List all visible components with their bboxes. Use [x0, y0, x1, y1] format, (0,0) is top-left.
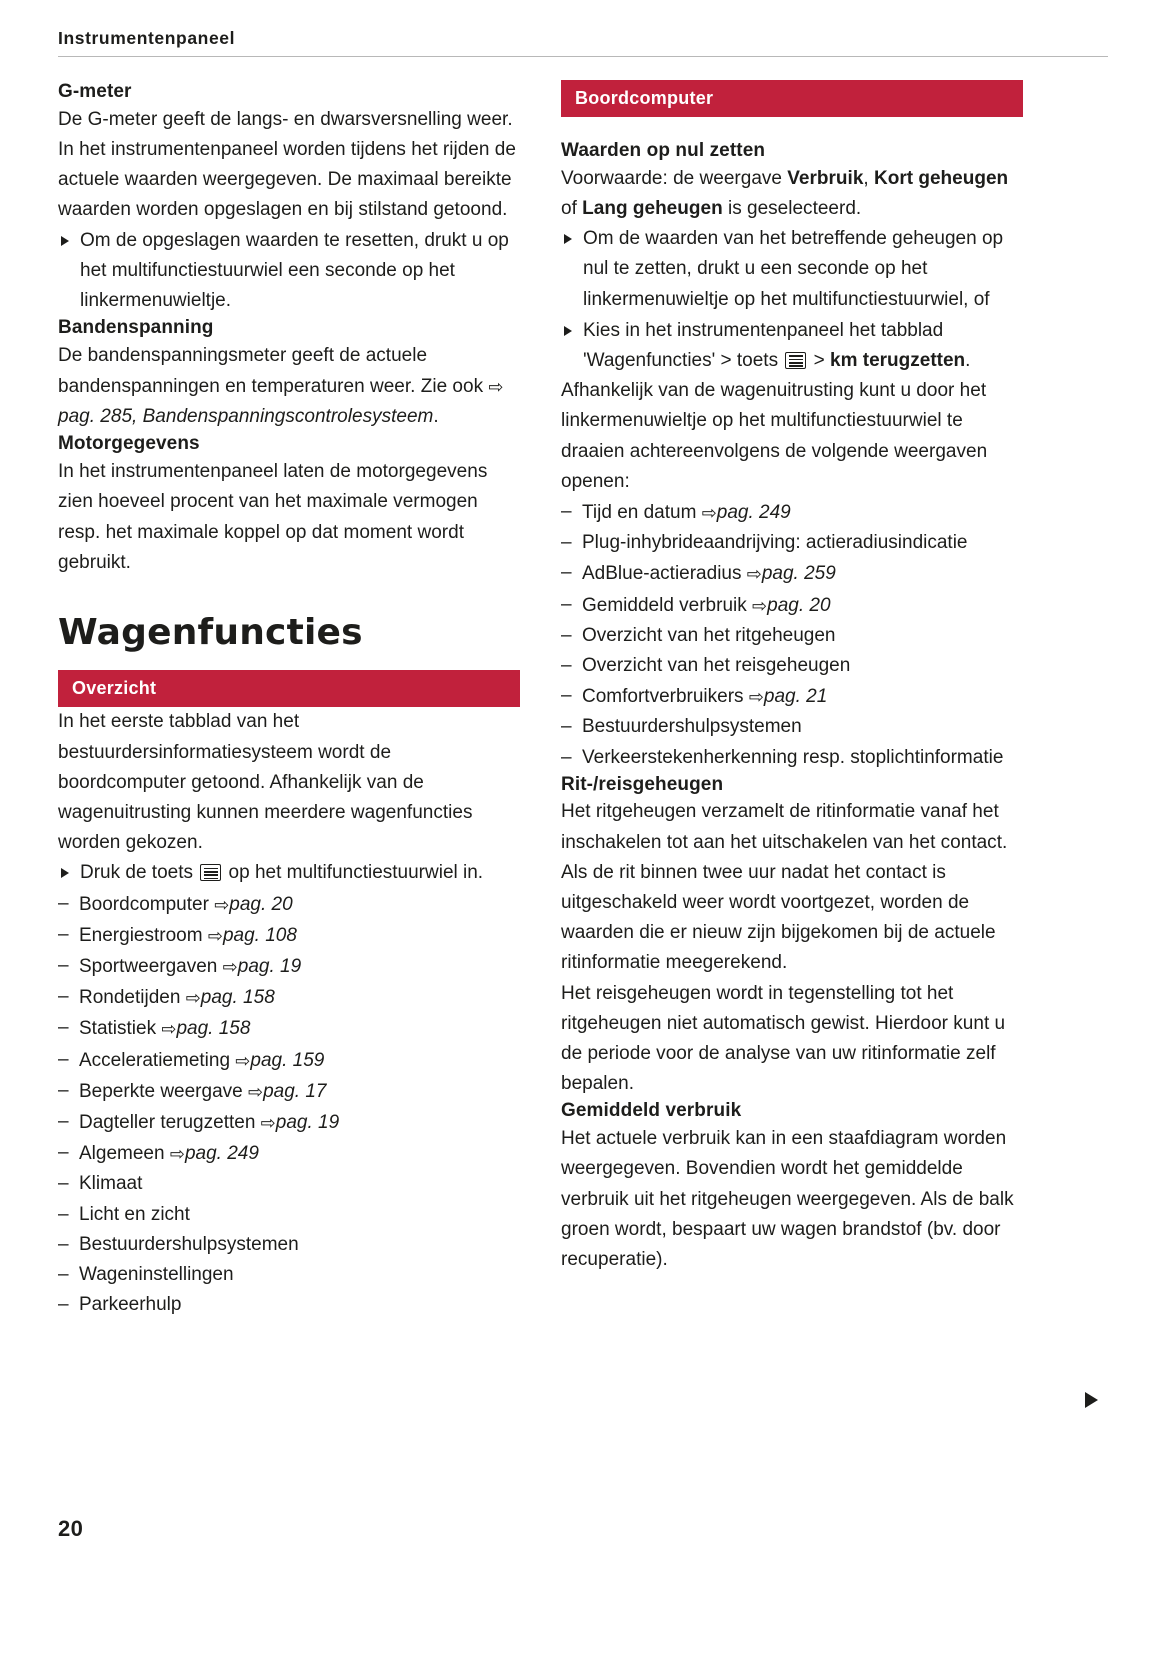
cross-reference-link[interactable]: pag. 249: [184, 1143, 259, 1165]
cross-reference-link[interactable]: pag. 158: [200, 987, 275, 1009]
paragraph-gemiddeld-verbruik: Het actuele verbruik kan in een staafdiagram worden weergegeven. Bovendien wordt het gemiddelde verbruik uit het ritgeheugen weergegeven. Als de balk groen wordt, bespaart uw wagen brandstof (bv. door recuperatie).: [561, 1128, 1014, 1270]
left-column: [58, 80, 520, 1320]
list-item-label: Gemiddeld verbruik: [582, 594, 753, 616]
list-item-label: Algemeen: [79, 1143, 170, 1165]
running-header: [58, 28, 1108, 57]
xref-arrow-icon: ⇨: [207, 925, 223, 946]
section-bar-boordcomputer: Boordcomputer: [561, 80, 1023, 117]
paragraph-text-before-xref: De bandenspanningsmeter geeft de actuele bandenspanningen en temperaturen weer. Zie ook: [58, 344, 489, 397]
dash-bullet-icon: –: [561, 685, 572, 707]
xref-arrow-icon: ⇨: [746, 564, 762, 585]
text-run: Voorwaarde: de weergave: [561, 167, 788, 189]
list-item: [58, 1230, 520, 1260]
cross-reference-link[interactable]: pag. 158: [176, 1018, 251, 1040]
text-run: of: [561, 197, 583, 219]
list-item-label: Verkeerstekenherkenning resp. stoplichtinformatie: [582, 746, 1004, 768]
triangle-bullet-icon: [61, 236, 69, 246]
xref-arrow-icon: ⇨: [701, 502, 717, 523]
list-item: [58, 1290, 520, 1320]
cross-reference-link[interactable]: pag. 259: [761, 563, 836, 585]
xref-arrow-icon: ⇨: [235, 1050, 251, 1071]
overzicht-dash-list: [58, 889, 520, 1321]
list-item-label: Om de opgeslagen waarden te resetten, drukt u op het multifunctiestuurwiel een seconde op het linkermenuwieltje.: [80, 229, 509, 311]
list-item: [58, 951, 520, 982]
spacer: [58, 653, 520, 670]
xref-arrow-icon: ⇨: [169, 1144, 185, 1165]
dash-bullet-icon: –: [58, 1173, 69, 1195]
list-item-label: Wageninstellingen: [79, 1263, 234, 1285]
emphasis-text: Lang geheugen: [582, 197, 723, 219]
dash-bullet-icon: –: [58, 1048, 69, 1070]
text-run: .: [965, 349, 971, 371]
cross-reference-link[interactable]: pag. 285, Bandenspanningscontrolesysteem: [58, 406, 434, 428]
xref-arrow-icon: ⇨: [260, 1112, 276, 1133]
cross-reference-link[interactable]: pag. 19: [275, 1111, 340, 1133]
dash-bullet-icon: –: [561, 500, 572, 522]
dash-bullet-icon: –: [58, 1263, 69, 1285]
cross-reference-link[interactable]: pag. 108: [222, 924, 297, 946]
heading-rit-reisgeheugen: Rit-/reisgeheugen: [561, 773, 724, 795]
dash-bullet-icon: –: [58, 1233, 69, 1255]
heading-motorgegevens: Motorgegevens: [58, 433, 200, 455]
list-item-label: Energiestroom: [79, 924, 208, 946]
list-item-label: Rondetijden: [79, 987, 186, 1009]
paragraph-bandenspanning: [58, 341, 520, 433]
xref-arrow-icon: ⇨: [214, 894, 230, 915]
dash-bullet-icon: –: [561, 654, 572, 676]
list-item: [58, 1076, 520, 1107]
dash-bullet-icon: –: [58, 1079, 69, 1101]
heading-waarden-op-nul-zetten: Waarden op nul zetten: [561, 140, 766, 161]
list-item: [561, 651, 1023, 681]
running-header-title: Instrumentenpaneel: [58, 28, 236, 48]
list-item: [561, 224, 1023, 315]
dash-bullet-icon: –: [58, 1110, 69, 1132]
boordcomputer-bullet-list: [561, 224, 1023, 376]
list-item: [561, 743, 1023, 773]
list-item: [561, 681, 1023, 712]
cross-reference-link[interactable]: pag. 249: [716, 501, 791, 523]
cross-reference-link[interactable]: pag. 19: [237, 955, 302, 977]
dash-bullet-icon: –: [58, 1142, 69, 1164]
xref-arrow-icon: ⇨: [748, 687, 764, 708]
list-item-label: Beperkte weergave: [79, 1080, 248, 1102]
list-item-label: Overzicht van het reisgeheugen: [582, 654, 851, 676]
list-item: [58, 1013, 520, 1044]
paragraph-reisgeheugen: Het reisgeheugen wordt in tegenstelling tot het ritgeheugen niet automatisch gewist. Hierdoor kunt u de periode voor de analyse van uw ritinformatie zelf bepalen.: [561, 982, 1006, 1095]
dash-bullet-icon: –: [58, 1203, 69, 1225]
list-item: [561, 316, 1023, 376]
dash-bullet-icon: –: [561, 562, 572, 584]
continuation-triangle-icon: [1085, 1392, 1098, 1408]
dash-bullet-icon: –: [58, 892, 69, 914]
cross-reference-link[interactable]: pag. 17: [263, 1080, 327, 1102]
list-item: [58, 889, 520, 920]
paragraph-precondition: [561, 164, 1023, 224]
text-run: Kies in het instrumentenpaneel het tabblad 'Wagenfuncties' > toets: [583, 319, 944, 371]
chapter-title-wagenfuncties: Wagenfuncties: [58, 611, 363, 653]
triangle-bullet-icon: [564, 326, 572, 336]
list-item-label: Plug-inhybrideaandrijving: actieradiusindicatie: [582, 532, 968, 554]
cross-reference-link[interactable]: pag. 20: [229, 893, 293, 915]
list-item-label: Tijd en datum: [582, 501, 702, 523]
xref-arrow-icon: ⇨: [248, 1081, 264, 1102]
list-item-label: Boordcomputer: [79, 893, 215, 915]
list-item-label: Parkeerhulp: [79, 1294, 182, 1316]
cross-reference-link[interactable]: pag. 20: [767, 594, 831, 616]
emphasis-text: Kort geheugen: [873, 167, 1009, 189]
heading-bandenspanning: Bandenspanning: [58, 317, 214, 339]
overzicht-bullet-list: [58, 858, 520, 888]
triangle-bullet-icon: [61, 868, 69, 878]
dash-bullet-icon: –: [561, 532, 572, 554]
paragraph-text-after-xref: .: [433, 406, 439, 428]
list-item-label: Acceleratiemeting: [79, 1049, 236, 1071]
paragraph-overzicht: In het eerste tabblad van het bestuurdersinformatiesysteem wordt de boordcomputer getoond. Afhankelijk van de wagenuitrusting kunnen meerdere wagenfuncties worden gekozen.: [58, 711, 473, 854]
list-item-label: Sportweergaven: [79, 955, 223, 977]
xref-arrow-icon: ⇨: [222, 956, 238, 977]
menu-key-icon: [785, 352, 806, 369]
heading-gemiddeld-verbruik: Gemiddeld verbruik: [561, 1100, 742, 1122]
list-item-suffix: op het multifunctiestuurwiel in.: [223, 862, 484, 884]
list-item: [58, 1138, 520, 1169]
list-item: [58, 1200, 520, 1230]
dash-bullet-icon: –: [561, 624, 572, 646]
text-run: Om de waarden van het betreffende geheugen op nul te zetten, drukt u een seconde op het linkermenuwieltje op het multifunctiestuurwiel, of: [583, 228, 1004, 310]
paragraph-motorgegevens: In het instrumentenpaneel laten de motorgegevens zien hoeveel procent van het maximale vermogen resp. het maximale koppel op dat moment wordt gebruikt.: [58, 461, 488, 573]
section-bar-overzicht: Overzicht: [58, 670, 520, 707]
xref-arrow-icon: ⇨: [488, 377, 504, 397]
list-item-label: Bestuurdershulpsystemen: [79, 1233, 299, 1255]
emphasis-text: Verbruik: [787, 167, 864, 189]
list-item-label: Dagteller terugzetten: [79, 1111, 261, 1133]
header-divider: [58, 56, 1108, 57]
spacer: [58, 578, 520, 612]
list-item: [58, 1107, 520, 1138]
list-item: [58, 920, 520, 951]
list-item: [58, 1260, 520, 1290]
list-item-label: Overzicht van het ritgeheugen: [582, 624, 836, 646]
list-item-label: Licht en zicht: [79, 1203, 190, 1225]
list-item-prefix: Druk de toets: [80, 862, 199, 884]
list-item: [561, 528, 1023, 558]
right-column: [561, 80, 1023, 1275]
dash-bullet-icon: –: [58, 986, 69, 1008]
list-item-label: Bestuurdershulpsystemen: [582, 716, 802, 738]
cross-reference-link[interactable]: pag. 21: [763, 686, 828, 708]
paragraph-ritgeheugen: Het ritgeheugen verzamelt de ritinformatie vanaf het inschakelen tot aan het uitschakelen van het contact. Als de rit binnen twee uur nadat het contact is uitgeschakeld weer wordt voortgezet, worden de waarden die er nieuw zijn bijgekomen bij de actuele ritinformatie meegerekend.: [561, 801, 1008, 974]
text-run: ,: [863, 167, 874, 189]
list-item: [58, 982, 520, 1013]
xref-arrow-icon: ⇨: [161, 1019, 177, 1040]
list-item-label: AdBlue-actieradius: [582, 563, 747, 585]
list-item: [561, 712, 1023, 742]
text-run: is geselecteerd.: [722, 197, 862, 219]
list-item: [58, 1169, 520, 1199]
menu-key-icon: [200, 864, 221, 881]
list-item-label: Comfortverbruikers: [582, 686, 749, 708]
dash-bullet-icon: –: [58, 954, 69, 976]
list-item: [58, 1045, 520, 1076]
paragraph-g-meter: De G-meter geeft de langs- en dwarsversnelling weer. In het instrumentenpaneel worden tijdens het rijden de actuele waarden weergegeven. De maximaal bereikte waarden worden opgeslagen en bij stilstand getoond.: [58, 108, 516, 221]
xref-arrow-icon: ⇨: [185, 988, 201, 1009]
list-item: [561, 621, 1023, 651]
emphasis-text: km terugzetten: [830, 349, 966, 371]
dash-bullet-icon: –: [58, 1017, 69, 1039]
boordcomputer-dash-list: [561, 497, 1023, 773]
list-item: [58, 226, 520, 317]
list-item-label: Statistiek: [79, 1018, 162, 1040]
dash-bullet-icon: –: [58, 1294, 69, 1316]
list-item: [561, 558, 1023, 589]
dash-bullet-icon: –: [561, 593, 572, 615]
heading-g-meter: G-meter: [58, 81, 132, 102]
triangle-bullet-icon: [564, 234, 572, 244]
cross-reference-link[interactable]: pag. 159: [250, 1049, 325, 1071]
list-item: [561, 590, 1023, 621]
xref-arrow-icon: ⇨: [752, 595, 768, 616]
dash-bullet-icon: –: [561, 716, 572, 738]
paragraph-weergaven: Afhankelijk van de wagenuitrusting kunt u door het linkermenuwieltje op het multifunctiestuurwiel te draaien achtereenvolgens de volgende weergaven openen:: [561, 380, 988, 492]
g-meter-bullet-list: [58, 226, 520, 317]
dash-bullet-icon: –: [58, 923, 69, 945]
list-item-label: Klimaat: [79, 1173, 143, 1195]
list-item: [58, 858, 520, 888]
list-item: [561, 497, 1023, 528]
text-run: >: [808, 349, 831, 371]
dash-bullet-icon: –: [561, 746, 572, 768]
page-number: 20: [58, 1516, 84, 1541]
